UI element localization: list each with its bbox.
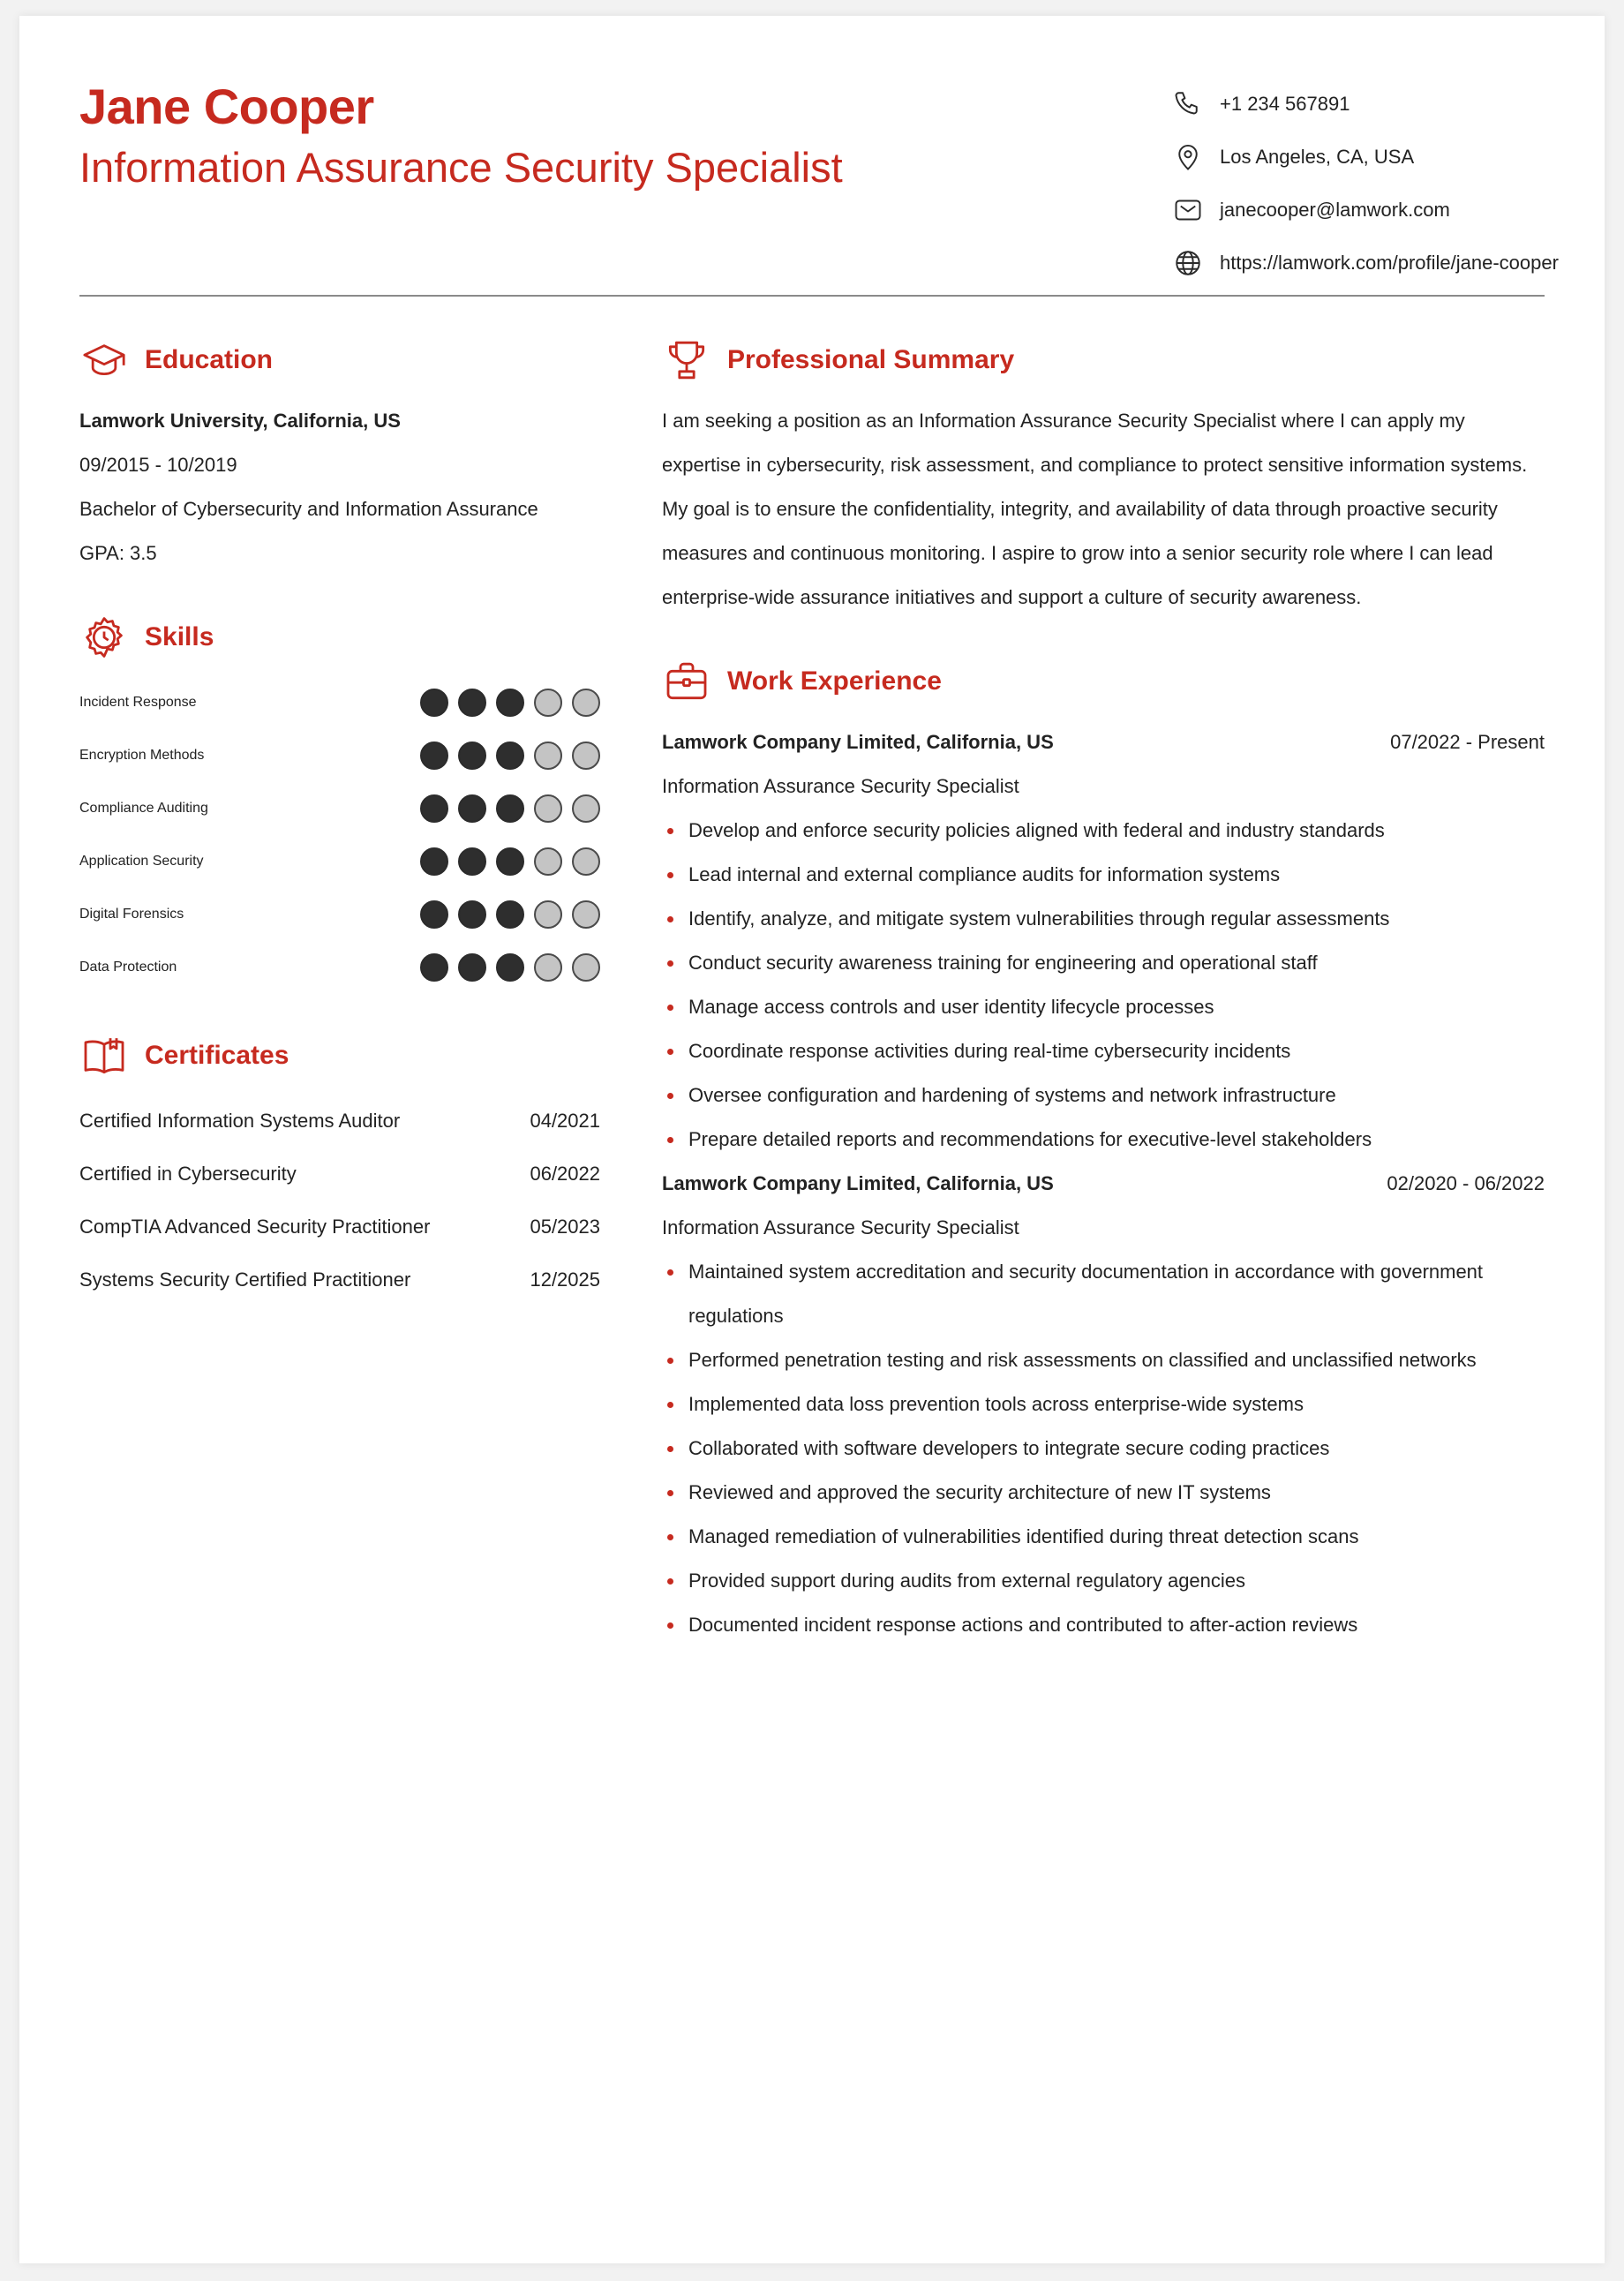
education-degree: Bachelor of Cybersecurity and Information Assurance	[79, 498, 538, 520]
skill-name: Encryption Methods	[79, 748, 205, 763]
certificate-name: CompTIA Advanced Security Practitioner	[79, 1216, 431, 1238]
job-bullet: Documented incident response actions and contributed to after-action reviews	[662, 1603, 1545, 1647]
rating-dot-filled	[420, 953, 448, 982]
job-dates: 02/2020 - 06/2022	[1387, 1172, 1545, 1194]
skill-name: Data Protection	[79, 960, 177, 975]
job-role: Information Assurance Security Specialist	[662, 1216, 1019, 1238]
experience-title: Work Experience	[727, 666, 942, 696]
rating-dot-filled	[420, 742, 448, 770]
contact-phone[interactable]	[1172, 87, 1552, 122]
skill-row	[79, 729, 600, 782]
experience-heading	[662, 655, 1545, 708]
contact-email-text: janecooper@lamwork.com	[1220, 199, 1450, 221]
job-bullet: Conduct security awareness training for engineering and operational staff	[662, 941, 1545, 985]
rating-dot-empty	[534, 847, 562, 876]
rating-dot-empty	[534, 953, 562, 982]
skill-row	[79, 782, 600, 835]
rating-dot-empty	[534, 794, 562, 823]
summary-title: Professional Summary	[727, 345, 1015, 374]
rating-dot-filled	[458, 742, 486, 770]
certificates-section	[79, 1029, 618, 1306]
rating-dot-filled	[420, 689, 448, 717]
location-pin-icon	[1172, 141, 1204, 173]
job-bullets	[662, 809, 1545, 1162]
skill-rating	[410, 900, 600, 929]
skill-rating	[410, 953, 600, 982]
contact-website-text: https://lamwork.com/profile/jane-cooper	[1220, 252, 1559, 274]
rating-dot-filled	[496, 900, 524, 929]
job-bullet: Maintained system accreditation and security documentation in accordance with government regulations	[662, 1250, 1545, 1338]
rating-dot-filled	[458, 847, 486, 876]
job-entry	[662, 1162, 1545, 1647]
certificate-name: Systems Security Certified Practitioner	[79, 1268, 411, 1291]
certificate-name: Certified Information Systems Auditor	[79, 1110, 401, 1132]
certificate-row	[79, 1095, 600, 1148]
phone-icon	[1172, 88, 1204, 120]
rating-dot-empty	[572, 794, 600, 823]
job-bullet: Implemented data loss prevention tools across enterprise-wide systems	[662, 1382, 1545, 1427]
rating-dot-filled	[420, 847, 448, 876]
candidate-title: Information Assurance Security Specialist	[79, 144, 843, 191]
summary-text: I am seeking a position as an Information Assurance Security Specialist where I can apply my expertise in cybersecurity, risk assessment, and compliance to protect sensitive information systems. My goal is to ensure the confidentiality, integrity, and availability of data through proactive security measures and continuous monitoring. I aspire to grow into a senior security role where I can lead enterprise-wide assurance initiatives and support a culture of security awareness.	[662, 410, 1528, 608]
skills-section	[79, 611, 618, 994]
certificate-date: 05/2023	[530, 1216, 600, 1238]
skill-rating	[410, 847, 600, 876]
contact-phone-text: +1 234 567891	[1220, 93, 1350, 115]
skill-rating	[410, 794, 600, 823]
rating-dot-filled	[458, 794, 486, 823]
job-bullet: Collaborated with software developers to integrate secure coding practices	[662, 1427, 1545, 1471]
mail-icon	[1172, 194, 1204, 226]
certificates-title: Certificates	[145, 1041, 289, 1070]
left-column	[79, 334, 618, 1306]
rating-dot-empty	[534, 900, 562, 929]
certificate-row	[79, 1201, 600, 1253]
rating-dot-filled	[496, 689, 524, 717]
candidate-name: Jane Cooper	[79, 79, 374, 134]
gear-clock-icon	[79, 613, 129, 662]
job-bullet: Reviewed and approved the security architecture of new IT systems	[662, 1471, 1545, 1515]
certificates-heading	[79, 1029, 618, 1082]
job-dates: 07/2022 - Present	[1390, 731, 1545, 753]
skill-name: Compliance Auditing	[79, 801, 208, 816]
resume-page	[19, 16, 1605, 2263]
education-section	[79, 334, 618, 576]
contact-email[interactable]	[1172, 192, 1552, 228]
education-title: Education	[145, 345, 274, 374]
rating-dot-filled	[458, 953, 486, 982]
education-school: Lamwork University, California, US	[79, 410, 401, 432]
skill-name: Incident Response	[79, 695, 197, 710]
job-bullet: Provided support during audits from external regulatory agencies	[662, 1559, 1545, 1603]
skills-heading	[79, 611, 618, 664]
rating-dot-empty	[572, 900, 600, 929]
rating-dot-empty	[572, 689, 600, 717]
contact-list	[1172, 87, 1559, 298]
contact-location	[1172, 139, 1552, 175]
summary-heading	[662, 334, 1545, 387]
education-heading	[79, 334, 618, 387]
job-bullet: Performed penetration testing and risk assessments on classified and unclassified networks	[662, 1338, 1545, 1382]
skill-row	[79, 835, 600, 888]
skill-row	[79, 676, 600, 729]
skill-rating	[410, 742, 600, 770]
job-bullet: Oversee configuration and hardening of systems and network infrastructure	[662, 1073, 1545, 1118]
skill-row	[79, 888, 600, 941]
job-bullet: Identify, analyze, and mitigate system vulnerabilities through regular assessments	[662, 897, 1545, 941]
education-dates: 09/2015 - 10/2019	[79, 454, 237, 476]
education-gpa: GPA: 3.5	[79, 542, 157, 564]
right-column	[662, 334, 1545, 1647]
rating-dot-empty	[572, 953, 600, 982]
job-header	[662, 720, 1545, 764]
summary-section	[662, 334, 1545, 620]
rating-dot-filled	[496, 794, 524, 823]
contact-website[interactable]	[1172, 245, 1559, 281]
certificate-row	[79, 1253, 600, 1306]
job-bullet: Lead internal and external compliance audits for information systems	[662, 853, 1545, 897]
skill-name: Digital Forensics	[79, 907, 184, 922]
certificate-date: 06/2022	[530, 1163, 600, 1185]
skill-rating	[410, 689, 600, 717]
rating-dot-empty	[534, 689, 562, 717]
certificate-name: Certified in Cybersecurity	[79, 1163, 297, 1185]
resume-header	[79, 60, 1559, 297]
rating-dot-filled	[496, 742, 524, 770]
rating-dot-empty	[534, 742, 562, 770]
rating-dot-filled	[496, 847, 524, 876]
briefcase-icon	[662, 657, 711, 706]
book-icon	[79, 1031, 129, 1080]
rating-dot-empty	[572, 742, 600, 770]
skills-list	[79, 676, 618, 994]
certificate-date: 04/2021	[530, 1110, 600, 1132]
job-bullet: Coordinate response activities during real-time cybersecurity incidents	[662, 1029, 1545, 1073]
graduation-cap-icon	[79, 335, 129, 385]
skill-row	[79, 941, 600, 994]
rating-dot-filled	[420, 794, 448, 823]
rating-dot-filled	[420, 900, 448, 929]
rating-dot-filled	[458, 689, 486, 717]
rating-dot-filled	[458, 900, 486, 929]
job-role: Information Assurance Security Specialist	[662, 775, 1019, 797]
job-entry	[662, 720, 1545, 1162]
certificate-row	[79, 1148, 600, 1201]
job-company: Lamwork Company Limited, California, US	[662, 731, 1054, 753]
rating-dot-empty	[572, 847, 600, 876]
certificate-date: 12/2025	[530, 1268, 600, 1291]
skill-name: Application Security	[79, 854, 204, 869]
experience-section	[662, 655, 1545, 1647]
job-bullets	[662, 1250, 1545, 1647]
job-bullet: Develop and enforce security policies aligned with federal and industry standards	[662, 809, 1545, 853]
globe-icon	[1172, 247, 1204, 279]
contact-location-text: Los Angeles, CA, USA	[1220, 146, 1415, 168]
trophy-icon	[662, 335, 711, 385]
job-company: Lamwork Company Limited, California, US	[662, 1172, 1054, 1194]
skills-title: Skills	[145, 622, 214, 651]
job-bullet: Manage access controls and user identity lifecycle processes	[662, 985, 1545, 1029]
job-header	[662, 1162, 1545, 1206]
job-bullet: Managed remediation of vulnerabilities identified during threat detection scans	[662, 1515, 1545, 1559]
rating-dot-filled	[496, 953, 524, 982]
job-bullet: Prepare detailed reports and recommendations for executive-level stakeholders	[662, 1118, 1545, 1162]
